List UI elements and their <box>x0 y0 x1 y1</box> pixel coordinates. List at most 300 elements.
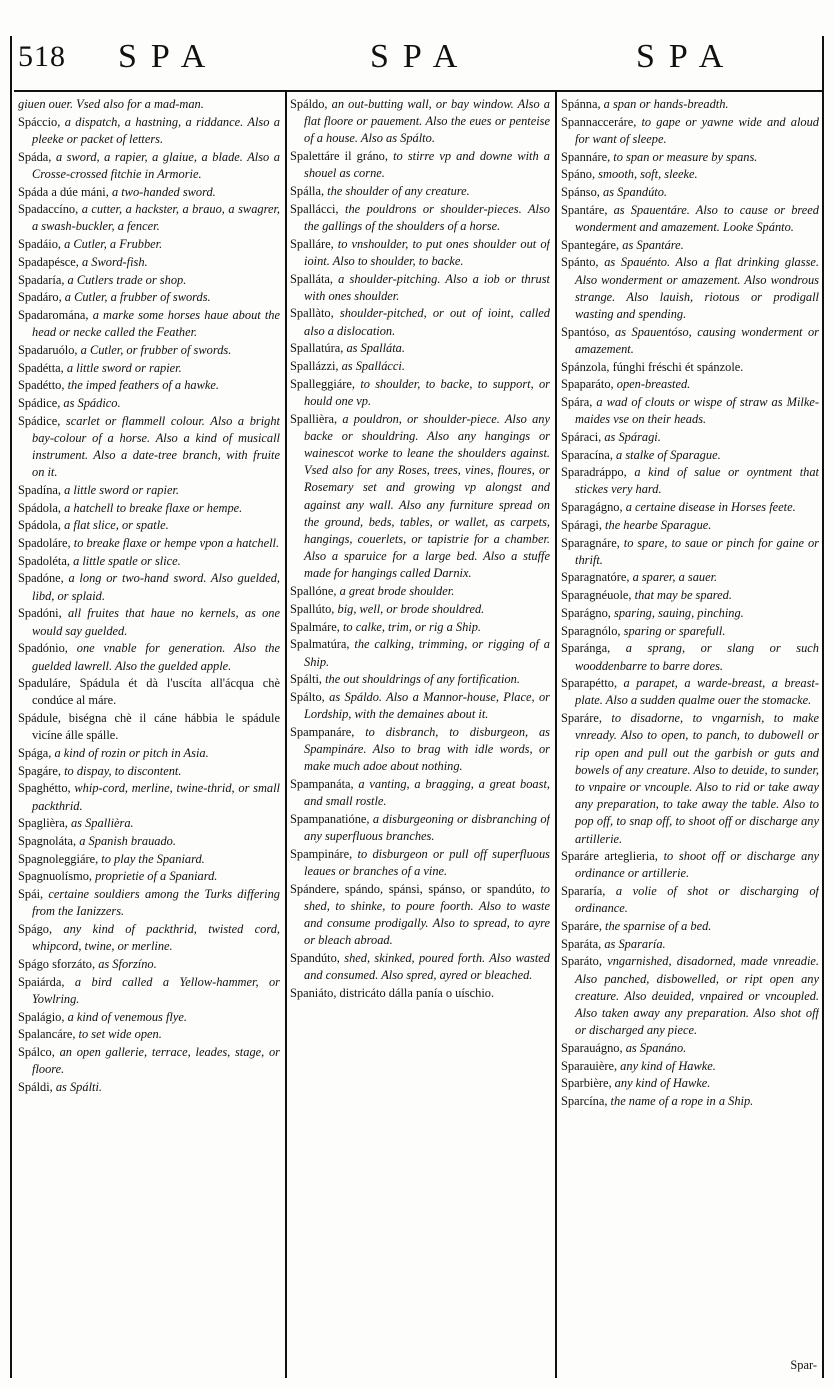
entry-definition: to set wide open. <box>75 1027 162 1042</box>
dictionary-entry <box>290 340 550 357</box>
entry-definition: to gape or yawne wide and aloud for want of sleepe. <box>575 114 819 146</box>
entry-headword: Sparánga, <box>561 641 611 656</box>
entry-definition: a Cutlers trade or shop. <box>64 272 187 287</box>
entry-definition: a long or two-hand sword. Also guelded, libd, or splaid. <box>32 571 280 603</box>
entry-definition: to spare, to saue or pinch for gaine or thrift. <box>575 535 819 567</box>
dictionary-entry <box>290 636 550 670</box>
entry-headword: Spadína, <box>18 482 62 497</box>
entry-headword: Spampanáta, <box>290 776 354 791</box>
dictionary-entry <box>561 166 819 183</box>
dictionary-entry <box>561 1040 819 1057</box>
dictionary-entry <box>18 1026 280 1043</box>
entry-definition: a dispatch, a hastning, a riddance. Also a pleeke or packet of letters. <box>32 114 280 146</box>
dictionary-entry <box>18 1044 280 1078</box>
entry-definition: one vnable for generation. Also the guelded lawrell. Also the guelded apple. <box>32 641 280 673</box>
entry-headword: Spádola, <box>18 518 62 533</box>
entry-definition: to shoot off or discharge any ordinance or artillerie. <box>575 849 819 881</box>
entry-headword: Spaiárda, <box>18 974 65 989</box>
entry-headword: Spára, <box>561 394 593 409</box>
entry-headword: Sparagnáre, <box>561 535 620 550</box>
dictionary-entry <box>18 184 280 201</box>
entry-headword: Spadáro, <box>18 290 62 305</box>
dictionary-entry <box>561 1075 819 1092</box>
dictionary-entry <box>290 601 550 618</box>
dictionary-entry <box>18 921 280 955</box>
entry-headword: Spantáre, <box>561 202 608 217</box>
dictionary-entry <box>561 1058 819 1075</box>
entry-headword: Spagnoleggiáre, <box>18 851 99 866</box>
catchword: Spar- <box>790 1358 817 1372</box>
entry-definition: a two-handed sword. <box>108 184 216 199</box>
dictionary-entry <box>561 675 819 709</box>
entry-definition: as Spálti. <box>52 1079 102 1094</box>
entry-headword: Spadoléta, <box>18 553 70 568</box>
dictionary-entry <box>18 868 280 885</box>
dictionary-entry <box>18 851 280 868</box>
entry-headword: Spampanatióne, <box>290 811 370 826</box>
entry-headword: Sparagnólo, <box>561 623 621 638</box>
dictionary-entry <box>290 183 550 200</box>
entry-definition: any kind of Hawke. <box>617 1058 716 1073</box>
dictionary-entry <box>18 236 280 253</box>
entry-headword: Sparbière, <box>561 1076 612 1091</box>
entry-definition: to play the Spaniard. <box>98 851 205 866</box>
entry-definition: scarlet or flammell colour. Also a bright bay-colour of a horse. Also a kind of musicall instrument. Also a date-tree branch, with fruite on it. <box>32 413 280 480</box>
entry-definition: to disbranch, to disburgeon, as Spampináre. Also to brag with idle words, or make much adoe about nothing. <box>304 724 550 774</box>
dictionary-entry <box>18 780 280 814</box>
dictionary-entry <box>561 464 819 498</box>
entry-headword: Spálco, <box>18 1044 55 1059</box>
dictionary-entry <box>561 96 819 113</box>
entry-headword: Spagnuolísmo, <box>18 869 93 884</box>
entry-definition: a kind of rozin or pitch in Asia. <box>51 746 209 761</box>
entry-definition: a little sword or rapier. <box>61 482 179 497</box>
dictionary-entry <box>290 811 550 845</box>
entry-headword: Spallóne, <box>290 584 337 599</box>
entry-headword: Spánso, <box>561 185 600 200</box>
dictionary-entry <box>561 429 819 446</box>
entry-definition: the shoulder of any creature. <box>324 184 470 199</box>
dictionary-entry <box>290 376 550 410</box>
entry-definition: smooth, soft, sleeke. <box>595 167 698 182</box>
dictionary-entry <box>18 149 280 183</box>
dictionary-entry <box>561 535 819 569</box>
dictionary-entry <box>18 763 280 780</box>
entry-headword: Spalmatúra, <box>290 637 350 652</box>
dictionary-entry <box>561 184 819 201</box>
entry-headword: Spadóne, <box>18 571 64 586</box>
entry-headword: Spándere, spándo, spánsi, spánso, or spandúto, <box>290 881 535 896</box>
dictionary-entry <box>18 517 280 534</box>
entry-headword: Sparáre, <box>561 711 602 726</box>
entry-headword: Spáccio, <box>18 114 61 129</box>
dictionary-entry <box>18 745 280 762</box>
entry-headword: Spadaría, <box>18 272 65 287</box>
entry-definition: as Spalláta. <box>343 341 405 356</box>
entry-headword: Spandúto, <box>290 950 340 965</box>
entry-headword: Sparacína, <box>561 447 613 462</box>
dictionary-entry <box>290 411 550 583</box>
dictionary-entry <box>18 201 280 235</box>
dictionary-entry <box>290 950 550 984</box>
entry-definition: a cutter, a hackster, a brauo, a swagrer, a swash-buckler, a fencer. <box>32 202 280 234</box>
entry-definition: a parapet, a warde-breast, a breast-plate. Also a sudden qualme ouer the stomacke. <box>575 676 819 708</box>
dictionary-entry <box>290 236 550 270</box>
entry-headword: Sparapétto, <box>561 676 618 691</box>
entry-headword: Spánzola, fúnghi fréschi ét spánzole. <box>561 359 744 374</box>
dictionary-entry <box>290 96 550 148</box>
dictionary-entry <box>18 289 280 306</box>
dictionary-entry <box>290 271 550 305</box>
entry-headword: Spagáre, <box>18 763 62 778</box>
dictionary-entry <box>561 848 819 882</box>
entry-headword: Spalettáre il gráno, <box>290 149 388 164</box>
dictionary-entry <box>561 710 819 848</box>
entry-definition: any kind of Hawke. <box>611 1076 711 1091</box>
entry-definition: a Sword-fish. <box>78 254 148 269</box>
entry-definition: a marke some horses haue about the head or necke called the Feather. <box>32 307 280 340</box>
dictionary-entry <box>561 447 819 464</box>
dictionary-entry <box>561 640 819 674</box>
entry-definition: as Spandúto. <box>599 185 668 200</box>
dictionary-entry <box>290 148 550 182</box>
dictionary-entry <box>290 985 550 1002</box>
column-rule-2 <box>555 92 557 1378</box>
entry-headword: Spádice, <box>18 395 61 410</box>
dictionary-entry <box>18 395 280 412</box>
head-word-left: SPA <box>118 38 220 75</box>
entry-headword: Spadoláre, <box>18 536 71 551</box>
dictionary-entry <box>18 956 280 973</box>
entry-definition: a hatchell to breake flaxe or hempe. <box>61 500 243 515</box>
entry-headword: Spadónio, <box>18 641 68 656</box>
entry-definition: a kind of salue or oyntment that stickes very hard. <box>575 465 819 497</box>
entry-definition: a sparer, a sauer. <box>629 570 718 585</box>
entry-definition: a little sword or rapier. <box>63 360 182 375</box>
entry-headword: Spaglièra, <box>18 816 68 831</box>
entry-definition: as Spanáno. <box>622 1040 687 1055</box>
entry-definition: a sword, a rapier, a glaiue, a blade. Also a Crosse-crossed fitchie in Armorie. <box>32 149 280 181</box>
entry-definition: a Cutler, or frubber of swords. <box>77 342 232 357</box>
entry-definition: proprietie of a Spaniard. <box>92 869 218 884</box>
entry-definition: as Spáldo. Also a Mannor-house, Place, or Lordship, with the demaines about it. <box>304 689 550 722</box>
entry-headword: Spalancáre, <box>18 1027 76 1042</box>
entry-definition: as Spauentóso, causing wonderment or amazement. <box>575 324 819 356</box>
entry-definition: the name of a rope in a Ship. <box>607 1094 754 1109</box>
entry-definition: a vanting, a bragging, a great boast, and small rostle. <box>304 776 550 809</box>
entry-headword: Spallàto, <box>290 306 334 321</box>
entry-definition: vngarnished, disadorned, made vnreadie. Also panched, disbowelled, or ript open any creature. Also deuided, vnpaired or vncoupled. Also taken away any preparation. Also shot off or discharged any piece. <box>575 954 819 1038</box>
dictionary-entry <box>18 272 280 289</box>
dictionary-entry <box>18 710 280 744</box>
dictionary-entry <box>290 619 550 636</box>
entry-headword: Spadapésce, <box>18 254 79 269</box>
page-number: 518 <box>18 40 66 73</box>
entry-definition: a kind of venemous flye. <box>64 1009 187 1024</box>
entry-definition: a stalke of Sparague. <box>612 447 721 462</box>
entry-headword: Spallázzi, <box>290 359 339 374</box>
entry-headword: Spannacceráre, <box>561 114 637 129</box>
entry-headword: Spadaccíno, <box>18 202 79 217</box>
entry-headword: Spadétto, <box>18 378 65 393</box>
entry-headword: Spaparáto, <box>561 377 614 392</box>
entry-definition: open-breasted. <box>613 377 691 392</box>
dictionary-entry <box>18 605 280 639</box>
entry-headword: Sparcína, <box>561 1094 608 1109</box>
entry-definition: to span or measure by spans. <box>610 149 758 164</box>
dictionary-entry <box>561 605 819 622</box>
entry-headword: Spampanáre, <box>290 724 355 739</box>
dictionary-entry <box>561 324 819 358</box>
dictionary-entry <box>561 114 819 148</box>
dictionary-entry <box>18 675 280 709</box>
entry-headword: Spágo, <box>18 922 53 937</box>
entry-definition: as Spauentáre. Also to cause or breed wonderment and amazement. Looke Spánto. <box>575 202 819 234</box>
entry-headword: Spálti, <box>290 672 323 687</box>
entry-definition: an open gallerie, terrace, leades, stage, or floore. <box>32 1044 280 1077</box>
dictionary-entry <box>18 833 280 850</box>
running-header <box>14 36 822 92</box>
dictionary-entry <box>18 377 280 394</box>
entry-definition: to shed, to shinke, to poure foorth. Also to waste and consume prodigally. Also to spread, to ayre or bleach abroad. <box>304 881 550 948</box>
dictionary-entry <box>290 846 550 880</box>
entry-headword: Spampináre, <box>290 846 353 861</box>
dictionary-entry <box>561 254 819 323</box>
entry-headword: Spaniáto, districáto dálla panía o uíschio. <box>290 985 495 1000</box>
entry-definition: to vnshoulder, to put ones shoulder out of ioint. Also to shoulder, to backe. <box>304 236 550 268</box>
entry-definition: to disadorne, to vngarnish, to make vnready. Also to open, to panch, to dubowell or rip open and pull out the garbish or guts and bowels of any creature. Also to deuide, to sunder, to vnpaire or vncouple. Also to rid or take away any preparation, to take away the table. Also to pop off, to snap off, to shoot off or discharge any artillerie. <box>575 711 819 846</box>
entry-definition: to breake flaxe or hempe vpon a hatchell. <box>70 536 280 551</box>
entry-definition: to shoulder, to backe, to support, or hould one vp. <box>304 376 550 408</box>
entry-definition: the hearbe Sparague. <box>601 517 712 532</box>
entry-headword: Spallièra, <box>290 411 338 426</box>
dictionary-entry <box>561 517 819 534</box>
dictionary-entry <box>561 376 819 393</box>
entry-headword: Spannáre, <box>561 149 611 164</box>
entry-definition: a little spatle or slice. <box>69 553 181 568</box>
entry-headword: Sparáto, <box>561 954 602 969</box>
entry-definition: as Spáragi. <box>601 429 661 444</box>
dictionary-entry <box>561 1093 819 1110</box>
entry-headword: Spalleggiáre, <box>290 376 356 391</box>
entry-definition: shed, skinked, poured forth. Also wasted and consumed. Also spred, ayred or bleached. <box>304 950 550 983</box>
entry-headword: Spadaromána, <box>18 307 89 322</box>
entry-headword: Spáldi, <box>18 1079 53 1094</box>
entry-headword: Spádice, <box>18 413 61 428</box>
entry-definition: as Spantáre. <box>619 237 684 252</box>
dictionary-entry <box>18 535 280 552</box>
dictionary-entry <box>18 1009 280 1026</box>
entry-headword: Spalláre, <box>290 236 334 251</box>
entry-definition: a wad of clouts or wispe of straw as Milke-maides vse on their heads. <box>575 394 819 427</box>
dictionary-entry <box>290 776 550 810</box>
entry-definition: sparing, sauing, pinching. <box>610 605 744 620</box>
dictionary-entry <box>561 569 819 586</box>
dictionary-entry <box>18 500 280 517</box>
entry-definition: a Cutler, a frubber of swords. <box>61 290 211 305</box>
entry-headword: Spadaruólo, <box>18 342 78 357</box>
entry-headword: Spádule, biségna chè il cáne hábbia le spádule vicíne álle spálle. <box>18 711 280 743</box>
entry-definition: the sparnise of a bed. <box>601 919 712 934</box>
entry-definition: the pouldrons or shoulder-pieces. Also the gallings of the shoulders of a horse. <box>304 201 550 233</box>
dictionary-entry <box>18 974 280 1008</box>
entry-headword: Spadóni, <box>18 606 62 621</box>
entry-definition: the calking, trimming, or rigging of a Ship. <box>304 637 550 669</box>
entry-definition: as Spauénto. Also a flat drinking glasse. Also wonderment or amazement. Also wondrous strange. Also lauish, riotous or prodigall wasting and spending. <box>575 255 819 321</box>
dictionary-entry <box>290 583 550 600</box>
entry-headword: Spalláta, <box>290 271 334 286</box>
entry-headword: Spantegáre, <box>561 237 620 252</box>
entry-definition: a great brode shoulder. <box>336 584 455 599</box>
entry-headword: Spagnoláta, <box>18 834 77 849</box>
entry-definition: a flat slice, or spatle. <box>61 518 169 533</box>
entry-headword: Spáda a dúe máni, <box>18 184 109 199</box>
dictionary-entry <box>561 883 819 917</box>
entry-definition: all fruites that haue no kernels, as one would say guelded. <box>32 606 280 638</box>
entry-definition: certaine souldiers among the Turks differing from the Ianizzers. <box>32 887 280 919</box>
column-rule-1 <box>285 92 287 1378</box>
entry-definition: a sprang, or slang or such wooddenbarre to barre dores. <box>575 641 819 673</box>
entry-definition: a bird called a Yellow-hammer, or Yowlring. <box>32 974 280 1006</box>
entry-definition: to calke, trim, or rig a Ship. <box>339 619 481 634</box>
entry-definition: an out-butting wall, or bay window. Also a flat floore or pauement. Also the eues or penteise of a house. Also as Spálto. <box>304 97 550 146</box>
entry-headword: Sparagnéuole, <box>561 588 632 603</box>
dictionary-entry <box>290 689 550 723</box>
entry-headword: Spádola, <box>18 500 62 515</box>
entry-headword: Spadáio, <box>18 237 62 252</box>
entry-headword: Spalágio, <box>18 1009 65 1024</box>
entry-headword: Spálla, <box>290 184 325 199</box>
entry-definition: a certaine disease in Horses feete. <box>622 500 796 515</box>
entry-definition: sparing or sparefull. <box>620 623 726 638</box>
entry-headword: Sparadráppo, <box>561 465 627 480</box>
head-word-center: SPA <box>370 38 472 75</box>
dictionary-entry <box>561 936 819 953</box>
entry-headword: Spalmáre, <box>290 619 340 634</box>
dictionary-entry <box>18 570 280 604</box>
dictionary-entry <box>561 149 819 166</box>
entry-headword: Spararía, <box>561 884 606 899</box>
entry-headword: Spálto, <box>290 689 325 704</box>
entry-definition: shoulder-pitched, or out of ioint, called also a dislocation. <box>304 306 550 338</box>
entry-definition: giuen ouer. Vsed also for a mad-man. <box>18 97 204 111</box>
entry-headword: Spaghétto, <box>18 781 71 796</box>
entry-headword: Spánna, <box>561 97 601 111</box>
dictionary-entry <box>290 724 550 776</box>
dictionary-entry <box>18 254 280 271</box>
dictionary-entry <box>18 482 280 499</box>
dictionary-entry <box>18 96 280 113</box>
entry-definition: a Spanish brauado. <box>76 834 176 849</box>
entry-headword: Spágo sforzáto, <box>18 956 96 971</box>
entry-definition: to disburgeon or pull off superfluous leaues or branches of a vine. <box>304 846 550 878</box>
entry-headword: Sparáre, <box>561 919 602 934</box>
column-middle <box>290 96 550 1376</box>
entry-headword: Sparauière, <box>561 1058 618 1073</box>
entry-headword: Spantóso, <box>561 324 610 339</box>
dictionary-entry <box>561 953 819 1039</box>
entry-headword: Spáldo, <box>290 97 328 111</box>
dictionary-entry <box>290 671 550 688</box>
entry-headword: Spáno, <box>561 167 596 182</box>
dictionary-entry <box>18 413 280 482</box>
dictionary-entry <box>290 201 550 235</box>
entry-definition: a Cutler, a Frubber. <box>61 237 163 252</box>
dictionary-entry <box>18 640 280 674</box>
entry-definition: to dispay, to discontent. <box>61 763 182 778</box>
entry-headword: Spánto, <box>561 255 599 270</box>
entry-headword: Sparáre arteglieria, <box>561 849 658 864</box>
entry-definition: as Spararía. <box>601 936 666 951</box>
entry-definition: as Spallièra. <box>67 816 134 831</box>
dictionary-entry <box>561 918 819 935</box>
entry-headword: Spáragi, <box>561 517 602 532</box>
entry-definition: a shoulder-pitching. Also a iob or thrust with ones shoulder. <box>304 271 550 303</box>
head-word-right: SPA <box>636 38 738 75</box>
entry-definition: a volie of shot or discharging of ordinance. <box>575 884 819 916</box>
entry-headword: Spái, <box>18 887 44 902</box>
dictionary-entry <box>561 394 819 428</box>
entry-definition: as Spallácci. <box>338 359 405 374</box>
entry-definition: a pouldron, or shoulder-piece. Also any backe or shouldring. Also any hangings or wainescot worke to leane the shoulders against. Vsed also for any Roses, trees, vines, floures, or Rosemary set and growing vp alongst and against any wall. Also any furniture spread on the ground, beds, tables, or wallet, as carpets, hangings, couerlets, or tapistrie for a chamber. Also a sparuice for a large bed. Also a stuffe made for hangings called Darnix. <box>304 411 550 581</box>
entry-definition: any kind of packthrid, twisted cord, whipcord, twine, or merline. <box>32 922 280 954</box>
entry-definition: the imped feathers of a hawke. <box>64 378 219 393</box>
entry-headword: Spallúto, <box>290 601 335 616</box>
dictionary-entry <box>561 237 819 254</box>
dictionary-entry <box>290 881 550 950</box>
dictionary-entry <box>18 307 280 341</box>
dictionary-entry <box>561 359 819 376</box>
dictionary-entry <box>18 114 280 148</box>
entry-headword: Sparagágno, <box>561 500 623 515</box>
dictionary-entry <box>290 305 550 339</box>
entry-definition: a disburgeoning or disbranching of any superfluous branches. <box>304 811 550 844</box>
dictionary-entry <box>561 202 819 236</box>
entry-definition: to stirre vp and downe with a shouel as corne. <box>304 149 550 181</box>
entry-headword: Spága, <box>18 746 52 761</box>
entry-headword: Sparauágno, <box>561 1040 623 1055</box>
entry-definition: that may be spared. <box>631 588 732 603</box>
entry-headword: Sparágno, <box>561 605 611 620</box>
dictionary-entry <box>18 553 280 570</box>
entry-headword: Sparáta, <box>561 936 602 951</box>
dictionary-entry <box>561 623 819 640</box>
dictionary-entry <box>18 815 280 832</box>
dictionary-entry <box>18 342 280 359</box>
dictionary-entry <box>561 587 819 604</box>
entry-definition: big, well, or brode shouldred. <box>334 601 485 616</box>
entry-headword: Spallácci, <box>290 201 339 216</box>
entry-headword: Sparagnatóre, <box>561 570 630 585</box>
dictionary-entry <box>290 358 550 375</box>
entry-definition: whip-cord, merline, twine-thrid, or small packthrid. <box>32 781 280 813</box>
entry-definition: as Spádico. <box>60 395 121 410</box>
dictionary-entry <box>18 886 280 920</box>
dictionary-entry <box>18 360 280 377</box>
entry-headword: Spallatúra, <box>290 341 344 356</box>
column-left <box>18 96 280 1376</box>
dictionary-entry <box>18 1079 280 1096</box>
entry-definition: the out shouldrings of any fortification. <box>322 672 520 687</box>
entry-headword: Spaduláre, Spádula ét dà l'uscíta all'ácqua chè condúce al máre. <box>18 676 280 708</box>
entry-definition: as Sforzíno. <box>95 956 157 971</box>
entry-headword: Spáraci, <box>561 429 602 444</box>
entry-headword: Spadétta, <box>18 360 64 375</box>
entry-headword: Spáda, <box>18 149 52 164</box>
entry-definition: a span or hands-breadth. <box>600 97 729 111</box>
dictionary-entry <box>561 499 819 516</box>
column-right <box>561 96 819 1376</box>
